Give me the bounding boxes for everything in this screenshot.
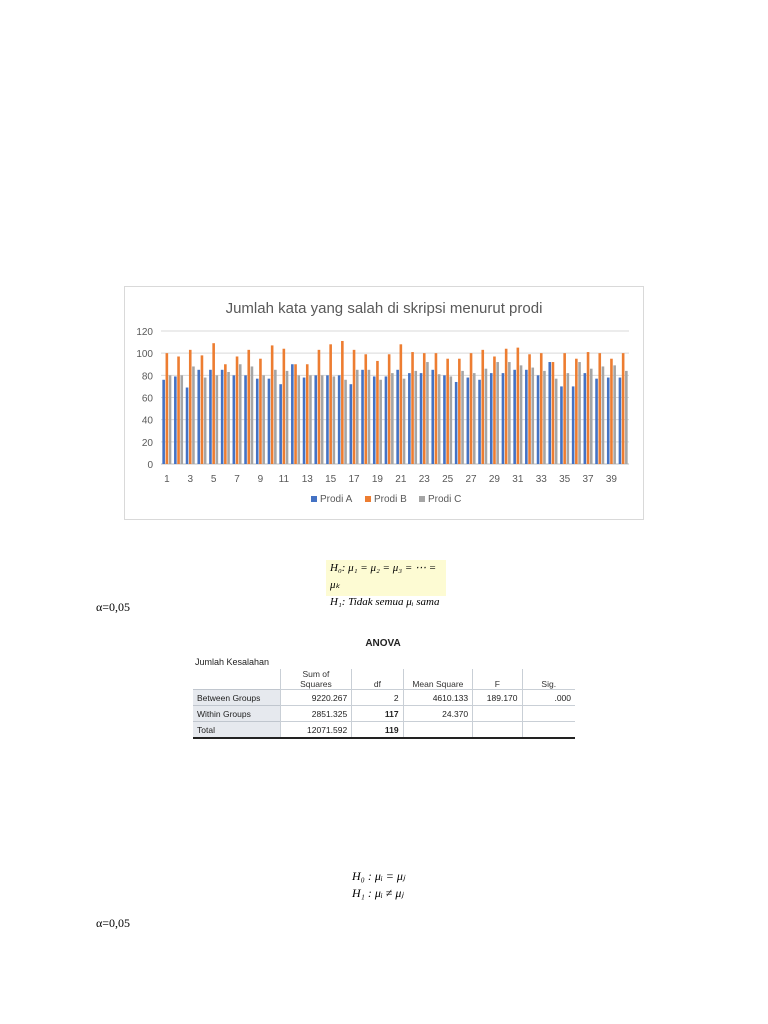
bar-prodi-c <box>251 366 254 464</box>
bar-prodi-a <box>197 370 200 464</box>
bar-prodi-c <box>531 368 534 464</box>
hypothesis-h1: H₁: Tidak semua μᵢ sama <box>330 596 440 608</box>
cell-ms: 24.370 <box>403 706 473 722</box>
bar-prodi-a <box>490 373 493 464</box>
bar-prodi-c <box>356 370 359 464</box>
bar-prodi-a <box>572 386 575 464</box>
alpha-text: α=0,05 <box>96 600 131 614</box>
bar-prodi-b <box>587 352 590 464</box>
bar-prodi-a <box>303 378 306 464</box>
bar-prodi-c <box>321 375 324 464</box>
bar-prodi-c <box>239 364 242 464</box>
bar-prodi-b <box>306 364 309 464</box>
bar-prodi-c <box>227 372 230 464</box>
table-row <box>193 706 575 722</box>
bar-prodi-b <box>212 343 215 464</box>
bar-prodi-c <box>169 375 172 464</box>
cell-ms: 4610.133 <box>403 690 473 706</box>
x-tick-label: 29 <box>488 474 501 485</box>
bar-prodi-b <box>247 350 250 464</box>
bar-prodi-b <box>575 359 578 464</box>
bar-prodi-b <box>481 350 484 464</box>
legend-swatch <box>419 496 425 502</box>
bar-prodi-b <box>446 359 449 464</box>
table-row <box>193 722 575 739</box>
bar-prodi-b <box>493 356 496 464</box>
bar-prodi-b <box>517 348 520 464</box>
x-tick-label: 7 <box>234 474 240 485</box>
row-label: Total <box>193 722 280 739</box>
header-mean-square: Mean Square <box>403 669 473 690</box>
cell-ss: 2851.325 <box>280 706 352 722</box>
bar-prodi-c <box>613 365 616 464</box>
bar-prodi-a <box>431 370 434 464</box>
bar-prodi-b <box>610 359 613 464</box>
legend-swatch <box>365 496 371 502</box>
x-tick-label: 9 <box>257 474 264 485</box>
bar-prodi-b <box>271 345 274 464</box>
cell-f <box>473 722 522 739</box>
bar-prodi-c <box>262 375 265 464</box>
bar-prodi-a <box>162 380 165 464</box>
bar-prodi-b <box>353 350 356 464</box>
x-tick-label: 15 <box>325 474 337 485</box>
bar-prodi-a <box>478 380 481 464</box>
bar-prodi-a <box>548 362 551 464</box>
x-tick-label: 3 <box>187 474 194 485</box>
bar-prodi-a <box>595 379 598 464</box>
bar-prodi-c <box>438 374 441 464</box>
bar-prodi-c <box>274 370 277 464</box>
cell-f <box>473 706 522 722</box>
bar-prodi-a <box>361 370 364 464</box>
bar-prodi-a <box>607 378 610 464</box>
bar-prodi-c <box>192 366 195 464</box>
x-tick-label: 17 <box>348 474 360 485</box>
hypothesis-h0: H₀: μ₁ = μ₂ = μ₃ = ⋯ = μₖ <box>330 562 437 591</box>
cell-df: 2 <box>352 690 403 706</box>
x-tick-label: 35 <box>559 474 571 485</box>
bar-chart <box>124 286 644 520</box>
table-row <box>193 690 575 706</box>
x-tick-label: 27 <box>465 474 477 485</box>
hypothesis-block-2 <box>352 868 405 902</box>
bar-prodi-c <box>473 373 476 464</box>
bar-prodi-c <box>602 366 605 464</box>
bar-prodi-a <box>373 376 376 464</box>
bar-prodi-c <box>180 375 183 464</box>
anova-table <box>193 669 575 739</box>
anova-dependent-variable: Jumlah Kesalahan <box>195 657 270 667</box>
bar-prodi-c <box>426 362 429 464</box>
bar-prodi-b <box>528 354 531 464</box>
hypothesis2-h0: H₀ : μᵢ = μⱼ <box>352 869 405 883</box>
bar-prodi-c <box>286 371 289 464</box>
bar-prodi-b <box>622 353 625 464</box>
cell-f: 189.170 <box>473 690 522 706</box>
bar-prodi-b <box>177 356 180 464</box>
cell-ss: 12071.592 <box>280 722 352 739</box>
bar-prodi-a <box>279 384 282 464</box>
header-sum-of-squares: Sum of Squares <box>280 669 352 690</box>
bar-prodi-b <box>341 341 344 464</box>
x-tick-label: 11 <box>278 474 290 485</box>
bar-prodi-a <box>291 364 294 464</box>
bar-prodi-a <box>186 388 189 464</box>
bar-prodi-b <box>435 353 438 464</box>
cell-df: 117 <box>352 706 403 722</box>
bar-prodi-b <box>294 364 297 464</box>
bar-prodi-b <box>505 349 508 464</box>
bar-prodi-b <box>470 353 473 464</box>
x-tick-label: 37 <box>582 474 594 485</box>
anova-title: ANOVA <box>365 638 401 649</box>
cell-sig: .000 <box>522 690 575 706</box>
bar-prodi-a <box>455 382 458 464</box>
row-label: Within Groups <box>193 706 280 722</box>
bar-prodi-a <box>420 373 423 464</box>
x-tick-label: 33 <box>535 474 547 485</box>
y-tick-label: 100 <box>136 349 153 361</box>
bar-prodi-c <box>204 378 207 464</box>
bar-prodi-c <box>555 379 558 464</box>
cell-ms <box>403 722 473 739</box>
bar-prodi-c <box>414 371 417 464</box>
bar-prodi-a <box>560 386 563 464</box>
bar-prodi-b <box>388 354 391 464</box>
bar-prodi-c <box>461 371 464 464</box>
bar-prodi-c <box>379 380 382 464</box>
bar-prodi-a <box>584 373 587 464</box>
legend-swatch <box>311 496 317 502</box>
bar-prodi-a <box>256 379 259 464</box>
bar-prodi-c <box>590 369 593 464</box>
y-tick-label: 20 <box>141 437 153 449</box>
x-tick-label: 31 <box>512 474 524 485</box>
bar-prodi-a <box>396 370 399 464</box>
bar-prodi-b <box>552 362 555 464</box>
bar-prodi-b <box>189 350 192 464</box>
header-df: df <box>352 669 403 690</box>
bar-prodi-b <box>400 344 403 464</box>
bar-prodi-a <box>502 373 505 464</box>
chart-svg <box>125 287 643 519</box>
bar-prodi-a <box>525 370 528 464</box>
bar-prodi-a <box>537 375 540 464</box>
header-f: F <box>473 669 522 690</box>
bar-prodi-a <box>268 379 271 464</box>
bar-prodi-a <box>408 373 411 464</box>
bar-prodi-c <box>543 371 546 464</box>
cell-sig <box>522 706 575 722</box>
bar-prodi-c <box>567 373 570 464</box>
hypothesis-box-1 <box>326 560 446 608</box>
bar-prodi-b <box>364 354 367 464</box>
bar-prodi-b <box>201 355 204 464</box>
bar-prodi-c <box>450 376 453 464</box>
x-tick-label: 5 <box>210 474 217 485</box>
x-tick-label: 25 <box>442 474 454 485</box>
y-tick-label: 80 <box>141 371 153 383</box>
x-tick-label: 39 <box>605 474 618 485</box>
y-tick-label: 0 <box>147 460 153 471</box>
bar-prodi-c <box>216 375 219 464</box>
bar-prodi-b <box>283 349 286 464</box>
bar-prodi-c <box>391 373 394 464</box>
bar-prodi-a <box>314 375 317 464</box>
bar-prodi-b <box>458 359 461 464</box>
bar-prodi-c <box>368 370 371 464</box>
bar-prodi-a <box>174 376 177 464</box>
x-tick-label: 19 <box>371 474 384 485</box>
bar-prodi-b <box>563 353 566 464</box>
bar-prodi-a <box>338 375 341 464</box>
header-empty <box>193 669 280 690</box>
x-tick-label: 23 <box>418 474 430 485</box>
cell-sig <box>522 722 575 739</box>
x-tick-label: 21 <box>395 474 407 485</box>
bar-prodi-a <box>443 375 446 464</box>
bar-prodi-a <box>385 376 388 464</box>
hypothesis2-h1: H₁ : μᵢ ≠ μⱼ <box>352 886 404 900</box>
bar-prodi-a <box>350 384 353 464</box>
y-tick-label: 60 <box>141 393 153 405</box>
y-tick-label: 40 <box>141 415 153 427</box>
legend-label: Prodi B <box>374 494 407 505</box>
bar-prodi-b <box>318 350 321 464</box>
header-sig: Sig. <box>522 669 575 690</box>
bar-prodi-c <box>520 365 523 464</box>
bar-prodi-a <box>221 370 224 464</box>
bar-prodi-b <box>236 356 239 464</box>
cell-df: 119 <box>352 722 403 739</box>
bar-prodi-a <box>513 370 516 464</box>
y-tick-label: 120 <box>136 327 153 338</box>
x-tick-label: 13 <box>301 474 313 485</box>
bar-prodi-c <box>297 375 300 464</box>
bar-prodi-a <box>244 375 247 464</box>
legend-label: Prodi A <box>320 494 353 505</box>
x-tick-label: 1 <box>164 474 170 485</box>
bar-prodi-c <box>578 362 581 464</box>
bar-prodi-c <box>309 375 312 464</box>
bar-prodi-c <box>496 362 499 464</box>
bar-prodi-a <box>233 375 236 464</box>
bar-prodi-c <box>485 369 488 464</box>
bar-prodi-b <box>411 352 414 464</box>
bar-prodi-c <box>625 371 628 464</box>
bar-prodi-b <box>259 359 262 464</box>
bar-prodi-b <box>423 353 426 464</box>
bar-prodi-c <box>508 362 511 464</box>
bar-prodi-c <box>403 379 406 464</box>
bar-prodi-b <box>540 353 543 464</box>
bar-prodi-a <box>467 378 470 464</box>
legend-label: Prodi C <box>428 494 462 505</box>
chart-title: Jumlah kata yang salah di skripsi menurut prodi <box>225 300 543 317</box>
bar-prodi-c <box>344 380 347 464</box>
alpha-text-2: α=0,05 <box>96 916 131 930</box>
bar-prodi-a <box>619 378 622 464</box>
bar-prodi-b <box>166 353 169 464</box>
bar-prodi-a <box>326 375 329 464</box>
bar-prodi-b <box>376 361 379 464</box>
bar-prodi-a <box>209 370 212 464</box>
bar-prodi-c <box>333 376 336 464</box>
bar-prodi-b <box>224 364 227 464</box>
row-label: Between Groups <box>193 690 280 706</box>
anova-table-block <box>193 638 583 739</box>
cell-ss: 9220.267 <box>280 690 352 706</box>
bar-prodi-b <box>329 344 332 464</box>
bar-prodi-b <box>598 353 601 464</box>
